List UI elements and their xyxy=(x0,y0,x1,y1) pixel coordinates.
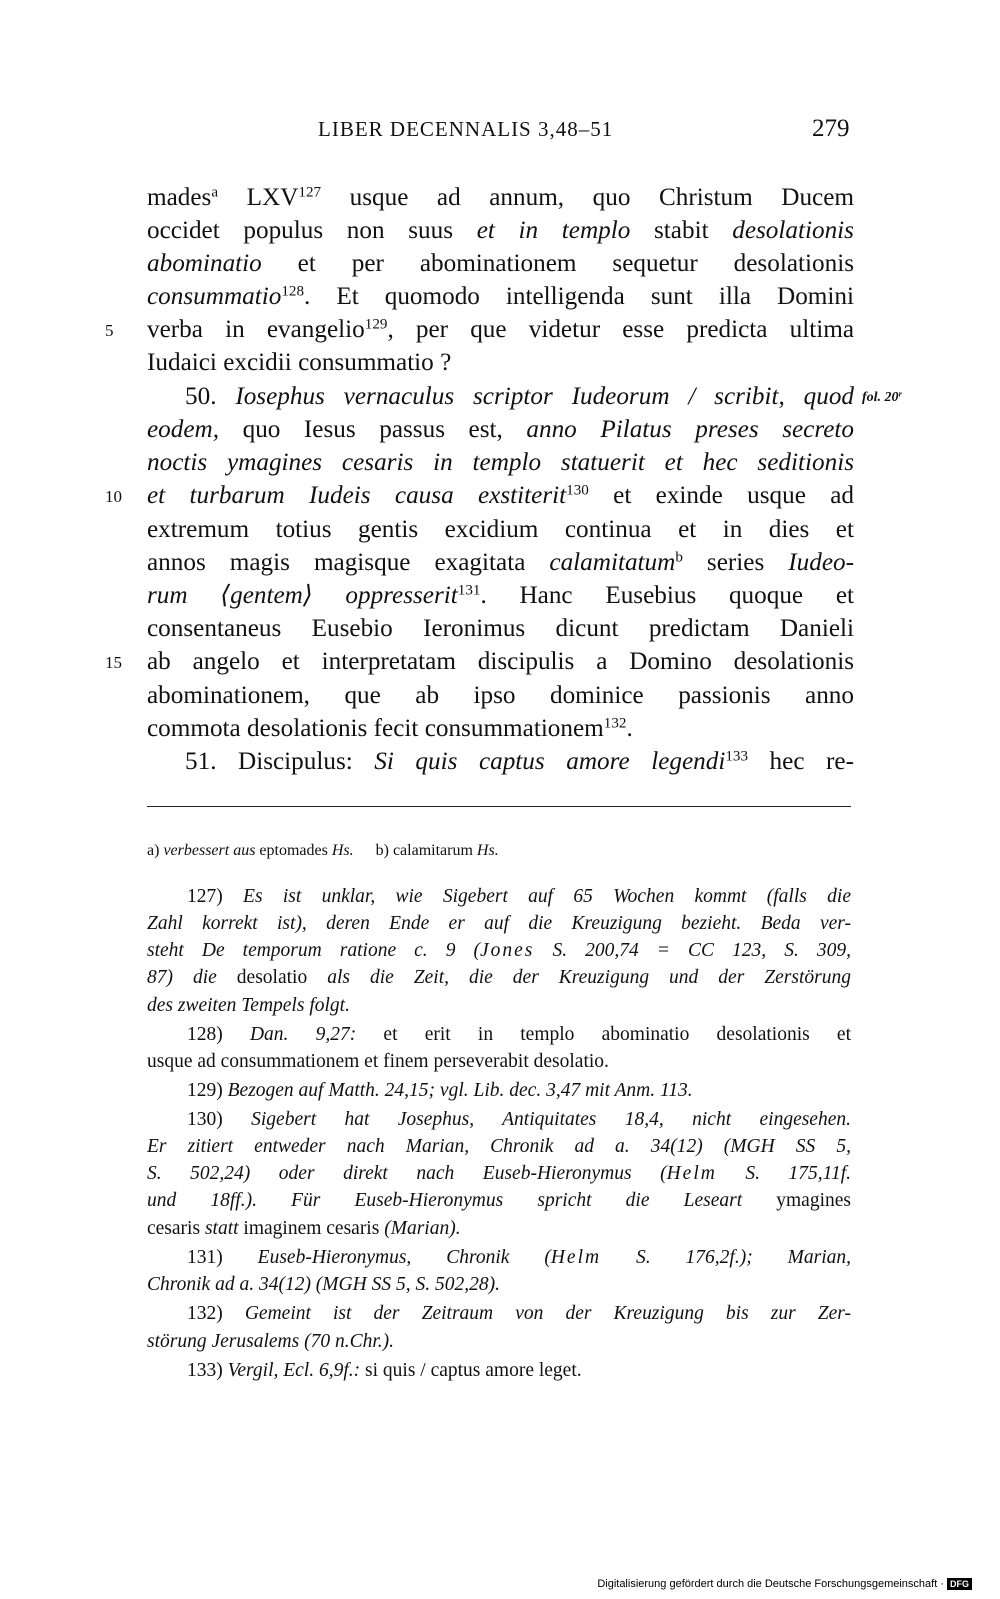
text-line: consentaneus Eusebio Ieronimus dicunt predictam Danieli xyxy=(147,615,854,642)
text-line: occidet populus non suus et in templo stabit desolationis xyxy=(147,217,854,244)
footnote-line: 87) die desolatio als die Zeit, die der Kreuzigung und der Zerstörung xyxy=(147,967,851,988)
footnote-line: Zahl korrekt ist), deren Ende er auf die Kreuzigung bezieht. Beda ver- xyxy=(147,913,851,934)
text-line: rum ⟨gentem⟩ oppresserit$^{131}$. Hanc Eusebius quoque et xyxy=(147,582,854,609)
text-line: abominationem, que ab ipso dominice passionis anno xyxy=(147,682,854,709)
text-line: verba in evangelio$^{129}$, per que videtur esse predicta ultima xyxy=(147,316,854,343)
footnote-separator-rule xyxy=(147,806,851,807)
text-line: annos magis magisque exagitata calamitatum$^b$ series Iudeo- xyxy=(147,549,854,576)
line-number: 15 xyxy=(105,653,122,672)
footnote-line: S. 502,24) oder direkt nach Euseb-Hieronymus (Helm S. 175,11f. xyxy=(147,1163,851,1184)
folio-margin-note: fol. 20$^r$ xyxy=(862,389,902,405)
text-line: ab angelo et interpretatam discipulis a Domino desolationis xyxy=(147,648,854,675)
footnote-line: 130) Sigebert hat Josephus, Antiquitates 18,4, nicht eingesehen. xyxy=(187,1109,851,1130)
footnote-line: 132) Gemeint ist der Zeitraum von der Kreuzigung bis zur Zer- xyxy=(187,1303,851,1324)
text-line: et turbarum Iudeis causa exstiterit$^{130}$ et exinde usque ad xyxy=(147,482,854,509)
line-number: 5 xyxy=(105,321,114,340)
footnote-line: Chronik ad a. 34(12) (MGH SS 5, S. 502,28). xyxy=(147,1274,500,1295)
text-line: noctis ymagines cesaris in templo statuerit et hec seditionis xyxy=(147,449,854,476)
text-line: 51. Discipulus: Si quis captus amore legendi$^{133}$ hec re- xyxy=(185,748,854,775)
footnote-line: des zweiten Tempels folgt. xyxy=(147,995,350,1016)
text-line: consummatio$^{128}$. Et quomodo intelligenda sunt illa Domini xyxy=(147,283,854,310)
footnote-line: 127) Es ist unklar, wie Sigebert auf 65 Wochen kommt (falls die xyxy=(187,886,851,907)
line-number: 10 xyxy=(105,487,122,506)
footnote-line: 129) Bezogen auf Matth. 24,15; vgl. Lib. dec. 3,47 mit Anm. 113. xyxy=(187,1080,693,1101)
text-line: mades$^a$ LXV$^{127}$ usque ad annum, quo Christum Ducem xyxy=(147,184,854,211)
text-line: commota desolationis fecit consummationem$^{132}$. xyxy=(147,715,633,742)
footnote-line: Er zitiert entweder nach Marian, Chronik ad a. 34(12) (MGH SS 5, xyxy=(147,1136,851,1157)
footnote-line: und 18ff.). Für Euseb-Hieronymus spricht die Leseart ymagines xyxy=(147,1190,851,1211)
footnote-line: 131) Euseb-Hieronymus, Chronik (Helm S. 176,2f.); Marian, xyxy=(187,1247,851,1268)
footnote-line: 133) Vergil, Ecl. 6,9f.: si quis / captus amore leget. xyxy=(187,1360,582,1381)
footnote-line: 128) Dan. 9,27: et erit in templo abominatio desolationis et xyxy=(187,1024,851,1045)
text-line: eodem, quo Iesus passus est, anno Pilatus preses secreto xyxy=(147,416,854,443)
text-line: abominatio et per abominationem sequetur desolationis xyxy=(147,250,854,277)
footnote-line: cesaris statt imaginem cesaris (Marian). xyxy=(147,1218,461,1239)
footnote-line: steht De temporum ratione c. 9 (Jones S. 200,74 = CC 123, S. 309, xyxy=(147,940,851,961)
critical-apparatus: a) verbessert aus eptomades Hs. b) calamitarum Hs. xyxy=(147,842,499,859)
page-number: 279 xyxy=(812,115,850,142)
footnote-line: usque ad consummationem et finem perseverabit desolatio. xyxy=(147,1051,609,1072)
dfg-logo: DFG xyxy=(947,1578,972,1590)
text-line: extremum totius gentis excidium continua et in dies et xyxy=(147,516,854,543)
running-title: LIBER DECENNALIS 3,48–51 xyxy=(318,117,614,141)
text-line: Iudaici excidii consummatio ? xyxy=(147,349,452,376)
digitization-footer: Digitalisierung gefördert durch die Deutsche Forschungsgemeinschaft · DFG xyxy=(597,1578,972,1590)
running-header xyxy=(0,117,1000,149)
footnote-line: störung Jerusalems (70 n.Chr.). xyxy=(147,1331,394,1352)
text-line: 50. Iosephus vernaculus scriptor Iudeorum / scribit, quod xyxy=(185,383,855,410)
